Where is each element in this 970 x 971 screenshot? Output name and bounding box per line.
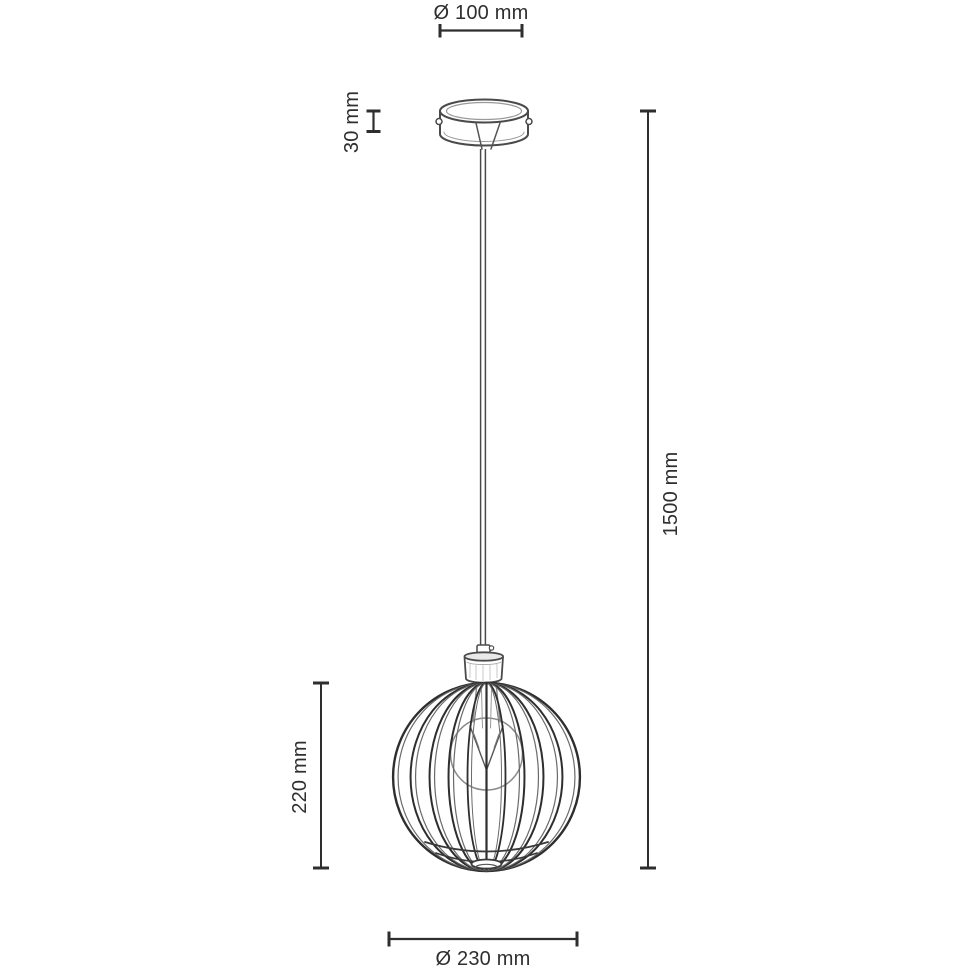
suspension-cable <box>481 149 486 650</box>
canopy-diameter-label: Ø 100 mm <box>433 2 529 24</box>
canopy-screw-right <box>526 119 532 125</box>
ceiling-canopy <box>436 100 532 150</box>
shade-diameter-label: Ø 230 mm <box>435 948 531 970</box>
dimension-shade-height <box>313 683 329 868</box>
canopy-screw-left <box>436 119 442 125</box>
canopy-height-label: 30 mm <box>341 90 363 154</box>
dimension-shade-diameter <box>389 932 577 947</box>
dimension-cable-length <box>640 111 656 868</box>
dimension-canopy-height <box>367 111 381 132</box>
cage-shade <box>393 683 580 871</box>
shade-height-label: 220 mm <box>289 740 311 814</box>
dimension-canopy-diameter <box>440 24 522 38</box>
lamp-socket <box>465 645 504 683</box>
cable-length-label: 1500 mm <box>660 451 682 537</box>
